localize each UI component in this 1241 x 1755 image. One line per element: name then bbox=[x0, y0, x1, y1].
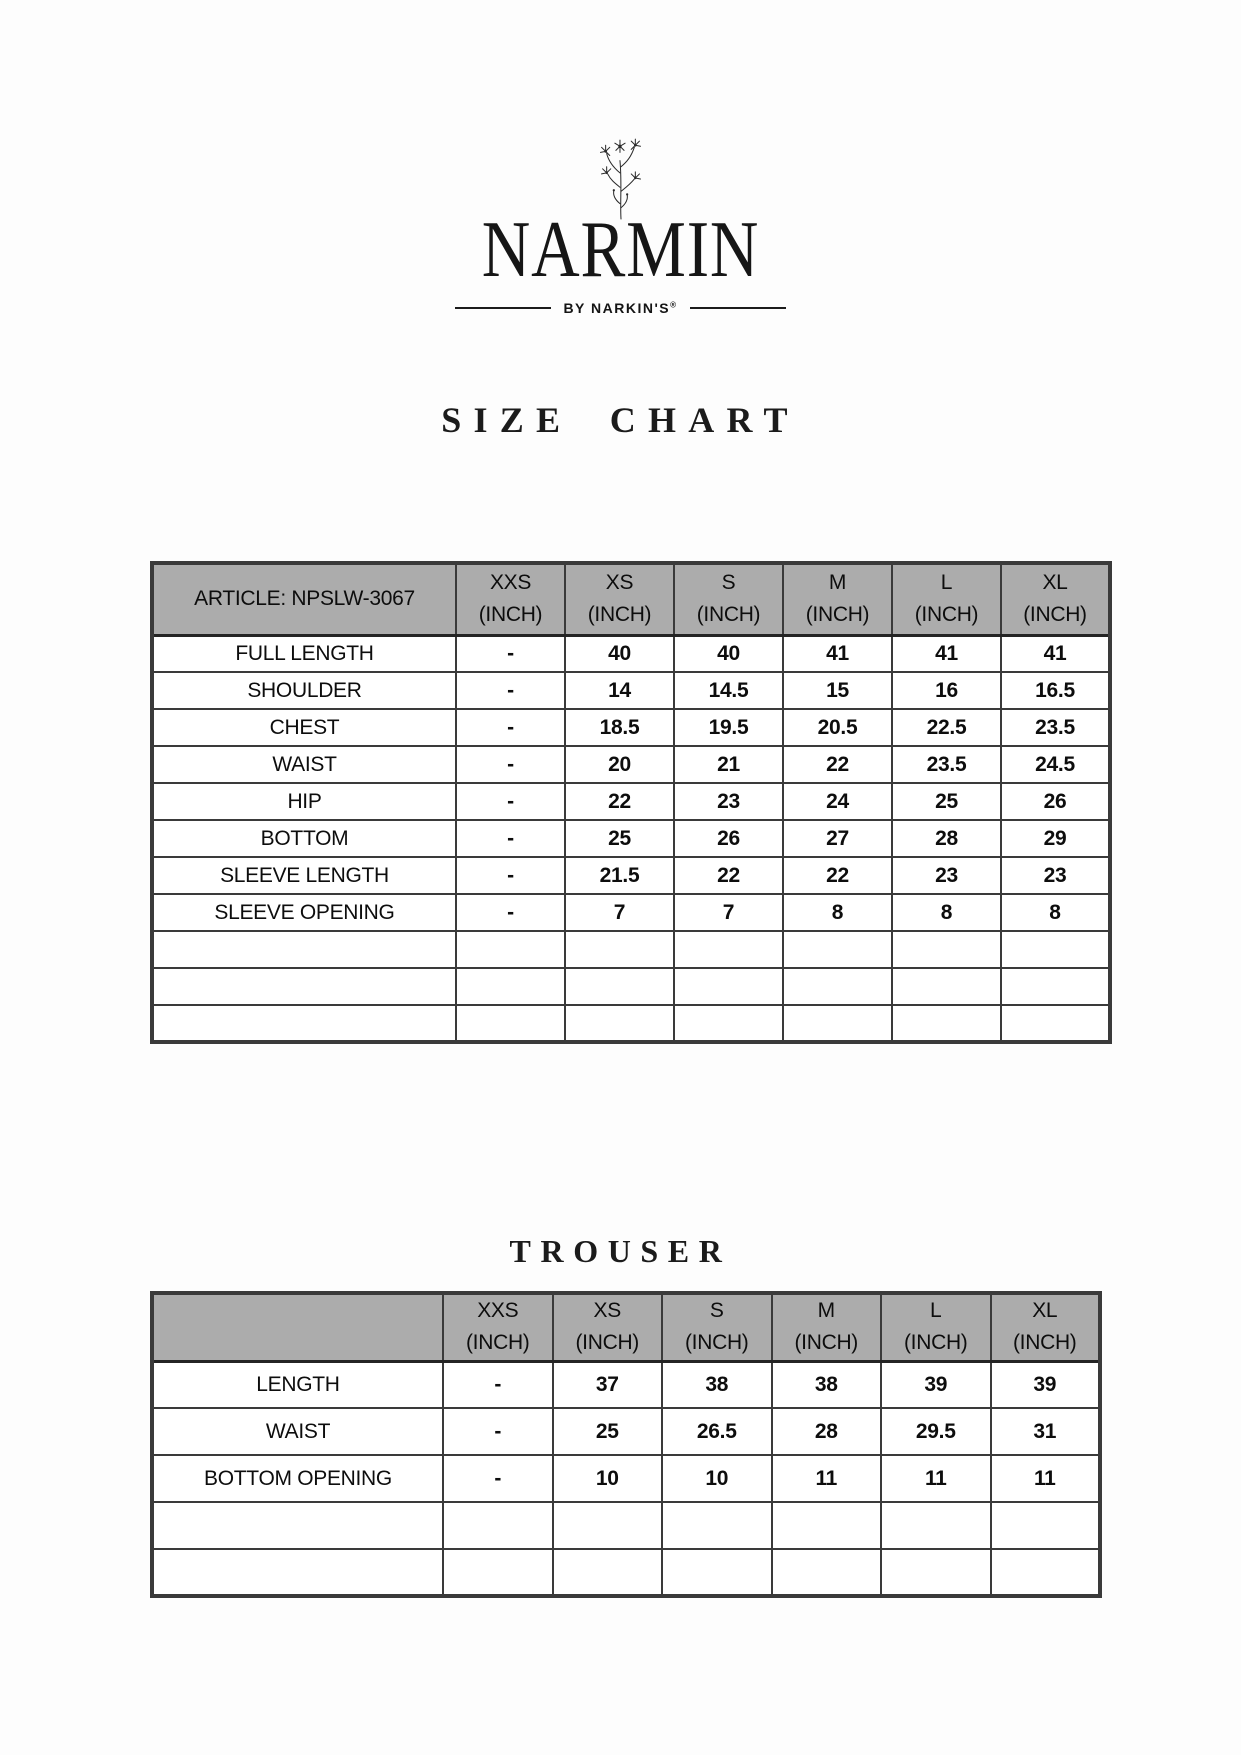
empty-cell bbox=[443, 1549, 553, 1596]
registered-mark: ® bbox=[670, 300, 678, 310]
table-row bbox=[152, 746, 1110, 783]
table-row bbox=[152, 894, 1110, 931]
empty-cell bbox=[892, 931, 1001, 968]
size-value-cell: 11 bbox=[881, 1455, 991, 1502]
row-label: WAIST bbox=[152, 746, 456, 783]
table-row bbox=[152, 857, 1110, 894]
empty-cell bbox=[772, 1502, 882, 1549]
empty-cell bbox=[674, 968, 783, 1005]
empty-table-row bbox=[152, 931, 1110, 968]
row-label: SLEEVE LENGTH bbox=[152, 857, 456, 894]
column-header-m: M (INCH) bbox=[772, 1293, 882, 1361]
size-value-cell: 37 bbox=[553, 1361, 663, 1408]
column-header-xs: XS (INCH) bbox=[565, 563, 674, 635]
row-label: FULL LENGTH bbox=[152, 635, 456, 672]
size-value-cell: 22 bbox=[783, 857, 892, 894]
table-row bbox=[152, 783, 1110, 820]
empty-cell bbox=[674, 1005, 783, 1042]
size-value-cell: 25 bbox=[565, 820, 674, 857]
table-row bbox=[152, 672, 1110, 709]
size-value-cell: 38 bbox=[772, 1361, 882, 1408]
empty-cell bbox=[565, 1005, 674, 1042]
byline-rule-left bbox=[455, 307, 551, 309]
size-value-cell: 10 bbox=[662, 1455, 772, 1502]
size-value-cell: 22 bbox=[783, 746, 892, 783]
brand-wordmark: NARMIN bbox=[481, 206, 760, 294]
size-value-cell: 40 bbox=[674, 635, 783, 672]
column-header-xs: XS (INCH) bbox=[553, 1293, 663, 1361]
brand-byline bbox=[0, 300, 1241, 316]
empty-cell bbox=[881, 1549, 991, 1596]
trouser-header-row bbox=[152, 1293, 1100, 1361]
row-label: SLEEVE OPENING bbox=[152, 894, 456, 931]
size-value-cell: 11 bbox=[772, 1455, 882, 1502]
size-value-cell: 22.5 bbox=[892, 709, 1001, 746]
empty-cell bbox=[881, 1502, 991, 1549]
size-value-cell: 41 bbox=[783, 635, 892, 672]
size-value-cell: - bbox=[456, 820, 565, 857]
size-value-cell: 8 bbox=[892, 894, 1001, 931]
size-value-cell: 41 bbox=[892, 635, 1001, 672]
size-chart-header-row bbox=[152, 563, 1110, 635]
size-value-cell: 10 bbox=[553, 1455, 663, 1502]
size-value-cell: - bbox=[443, 1361, 553, 1408]
empty-cell bbox=[783, 1005, 892, 1042]
trouser-title: TROUSER bbox=[509, 1233, 732, 1269]
size-value-cell: 26.5 bbox=[662, 1408, 772, 1455]
size-value-cell: 22 bbox=[565, 783, 674, 820]
row-label: SHOULDER bbox=[152, 672, 456, 709]
size-value-cell: 29 bbox=[1001, 820, 1110, 857]
empty-cell bbox=[553, 1549, 663, 1596]
table-row bbox=[152, 1408, 1100, 1455]
size-value-cell: - bbox=[456, 635, 565, 672]
trouser-table bbox=[150, 1291, 1102, 1598]
table-row bbox=[152, 635, 1110, 672]
size-value-cell: 23 bbox=[1001, 857, 1110, 894]
size-value-cell: 16.5 bbox=[1001, 672, 1110, 709]
size-value-cell: 25 bbox=[892, 783, 1001, 820]
column-header-xl: XL (INCH) bbox=[991, 1293, 1101, 1361]
row-label: HIP bbox=[152, 783, 456, 820]
empty-cell bbox=[662, 1549, 772, 1596]
size-chart-table bbox=[150, 561, 1112, 1044]
row-label: BOTTOM OPENING bbox=[152, 1455, 443, 1502]
row-label: CHEST bbox=[152, 709, 456, 746]
empty-cell bbox=[565, 931, 674, 968]
size-value-cell: 23 bbox=[892, 857, 1001, 894]
empty-cell bbox=[892, 1005, 1001, 1042]
empty-cell bbox=[152, 1549, 443, 1596]
size-value-cell: 8 bbox=[783, 894, 892, 931]
empty-cell bbox=[783, 968, 892, 1005]
size-value-cell: 7 bbox=[565, 894, 674, 931]
empty-cell bbox=[1001, 1005, 1110, 1042]
empty-cell bbox=[892, 968, 1001, 1005]
byline-label: BY NARKIN'S bbox=[563, 300, 671, 316]
empty-table-row bbox=[152, 968, 1110, 1005]
empty-cell bbox=[783, 931, 892, 968]
size-value-cell: 27 bbox=[783, 820, 892, 857]
size-value-cell: - bbox=[443, 1408, 553, 1455]
row-label: BOTTOM bbox=[152, 820, 456, 857]
empty-cell bbox=[565, 968, 674, 1005]
size-value-cell: 28 bbox=[892, 820, 1001, 857]
column-header-xl: XL (INCH) bbox=[1001, 563, 1110, 635]
size-value-cell: 20 bbox=[565, 746, 674, 783]
size-value-cell: 20.5 bbox=[783, 709, 892, 746]
size-value-cell: 21 bbox=[674, 746, 783, 783]
size-value-cell: 39 bbox=[881, 1361, 991, 1408]
byline-rule-right bbox=[690, 307, 786, 309]
size-value-cell: 21.5 bbox=[565, 857, 674, 894]
empty-cell bbox=[674, 931, 783, 968]
empty-cell bbox=[456, 931, 565, 968]
empty-cell bbox=[772, 1549, 882, 1596]
table-row bbox=[152, 1361, 1100, 1408]
size-value-cell: 41 bbox=[1001, 635, 1110, 672]
column-header-s: S (INCH) bbox=[674, 563, 783, 635]
table-row bbox=[152, 709, 1110, 746]
size-value-cell: 15 bbox=[783, 672, 892, 709]
size-value-cell: 7 bbox=[674, 894, 783, 931]
empty-cell bbox=[456, 968, 565, 1005]
article-header-cell: ARTICLE: NPSLW-3067 bbox=[152, 563, 456, 635]
empty-cell bbox=[991, 1502, 1101, 1549]
empty-cell bbox=[1001, 931, 1110, 968]
empty-header-cell bbox=[152, 1293, 443, 1361]
size-value-cell: - bbox=[456, 709, 565, 746]
column-header-s: S (INCH) bbox=[662, 1293, 772, 1361]
table-row bbox=[152, 1455, 1100, 1502]
size-value-cell: 39 bbox=[991, 1361, 1101, 1408]
size-value-cell: - bbox=[456, 857, 565, 894]
empty-table-row bbox=[152, 1005, 1110, 1042]
empty-cell bbox=[1001, 968, 1110, 1005]
size-value-cell: 31 bbox=[991, 1408, 1101, 1455]
size-value-cell: 22 bbox=[674, 857, 783, 894]
size-value-cell: 29.5 bbox=[881, 1408, 991, 1455]
empty-table-row bbox=[152, 1549, 1100, 1596]
size-value-cell: - bbox=[456, 746, 565, 783]
size-value-cell: 38 bbox=[662, 1361, 772, 1408]
size-chart-title: SIZE CHART bbox=[441, 400, 800, 440]
empty-cell bbox=[152, 931, 456, 968]
row-label: WAIST bbox=[152, 1408, 443, 1455]
empty-cell bbox=[553, 1502, 663, 1549]
column-header-m: M (INCH) bbox=[783, 563, 892, 635]
size-value-cell: 11 bbox=[991, 1455, 1101, 1502]
size-value-cell: 28 bbox=[772, 1408, 882, 1455]
size-value-cell: 26 bbox=[674, 820, 783, 857]
size-value-cell: 23 bbox=[674, 783, 783, 820]
empty-cell bbox=[152, 1005, 456, 1042]
empty-cell bbox=[152, 1502, 443, 1549]
size-value-cell: 26 bbox=[1001, 783, 1110, 820]
size-value-cell: 23.5 bbox=[892, 746, 1001, 783]
size-value-cell: 24.5 bbox=[1001, 746, 1110, 783]
size-value-cell: 19.5 bbox=[674, 709, 783, 746]
column-header-xxs: XXS (INCH) bbox=[443, 1293, 553, 1361]
row-label: LENGTH bbox=[152, 1361, 443, 1408]
size-value-cell: 25 bbox=[553, 1408, 663, 1455]
table-row bbox=[152, 820, 1110, 857]
size-value-cell: 18.5 bbox=[565, 709, 674, 746]
size-value-cell: - bbox=[456, 672, 565, 709]
size-value-cell: 23.5 bbox=[1001, 709, 1110, 746]
empty-cell bbox=[443, 1502, 553, 1549]
empty-table-row bbox=[152, 1502, 1100, 1549]
size-value-cell: - bbox=[443, 1455, 553, 1502]
column-header-xxs: XXS (INCH) bbox=[456, 563, 565, 635]
column-header-l: L (INCH) bbox=[881, 1293, 991, 1361]
size-value-cell: - bbox=[456, 894, 565, 931]
empty-cell bbox=[662, 1502, 772, 1549]
size-value-cell: 16 bbox=[892, 672, 1001, 709]
size-value-cell: 8 bbox=[1001, 894, 1110, 931]
empty-cell bbox=[456, 1005, 565, 1042]
size-value-cell: 40 bbox=[565, 635, 674, 672]
empty-cell bbox=[152, 968, 456, 1005]
size-value-cell: - bbox=[456, 783, 565, 820]
size-value-cell: 14.5 bbox=[674, 672, 783, 709]
empty-cell bbox=[991, 1549, 1101, 1596]
size-value-cell: 24 bbox=[783, 783, 892, 820]
size-value-cell: 14 bbox=[565, 672, 674, 709]
column-header-l: L (INCH) bbox=[892, 563, 1001, 635]
